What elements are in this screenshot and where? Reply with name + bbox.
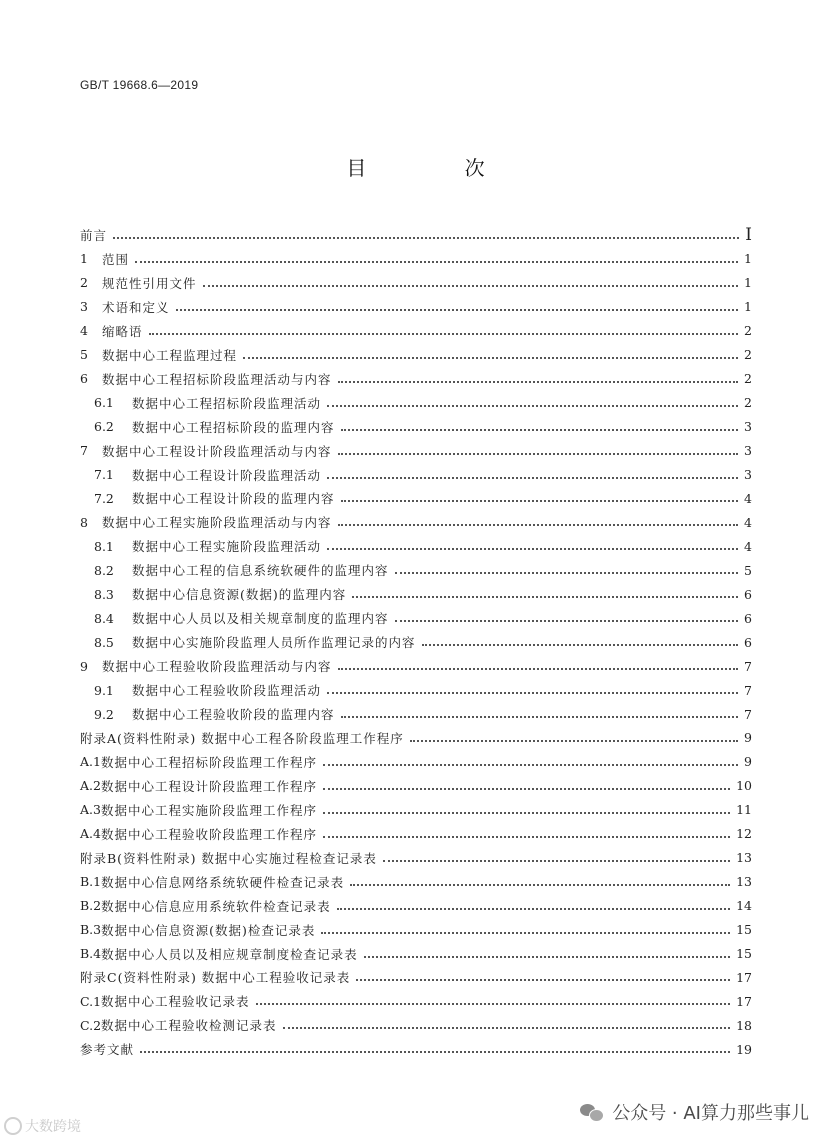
toc-entry-number: 6: [80, 371, 88, 387]
toc-leader-dots: [341, 500, 739, 502]
toc-entry-number: 8: [80, 514, 88, 530]
toc-entry-title: 术语和定义: [102, 299, 170, 315]
toc-entry-title: 数据中心工程的信息系统软硬件的监理内容: [132, 563, 389, 579]
toc-entry-title: 前言: [80, 228, 108, 243]
toc-leader-dots: [256, 1003, 731, 1005]
toc-entry-page: 18: [736, 1017, 752, 1033]
toc-entry-number: A.1: [80, 754, 101, 770]
toc-leader-dots: [176, 309, 739, 311]
toc-entry: [80, 487, 752, 509]
toc-entry: [80, 631, 752, 653]
toc-entry-page: 1: [744, 251, 752, 267]
toc-entry-title: 数据中心工程实施阶段监理工作程序: [100, 802, 317, 818]
page-title: 目 次: [346, 156, 531, 180]
toc-entry: [80, 296, 752, 318]
toc-entry: [80, 464, 752, 486]
toc-entry-title: 数据中心信息应用系统软件检查记录表: [101, 898, 331, 914]
toc-leader-dots: [135, 261, 738, 263]
toc-entry: [80, 895, 752, 917]
toc-entry-page: 3: [744, 467, 752, 482]
toc-entry: [80, 775, 752, 797]
toc-entry-number: B.3: [80, 922, 102, 938]
toc-entry-number: 8.4: [94, 610, 114, 626]
toc-leader-dots: [113, 237, 739, 239]
toc-leader-dots: [383, 860, 730, 862]
toc-entry: [80, 919, 752, 941]
toc-leader-dots: [337, 908, 730, 910]
toc-entry-title: 数据中心工程验收记录表: [101, 994, 250, 1010]
toc-entry-number: 5: [80, 347, 88, 363]
toc-leader-dots: [410, 740, 738, 742]
toc-entry-title: 数据中心工程设计阶段的监理内容: [132, 491, 335, 507]
toc-entry: [80, 583, 752, 605]
toc-leader-dots: [327, 692, 738, 694]
toc-leader-dots: [327, 477, 738, 479]
toc-leader-dots: [341, 429, 739, 431]
toc-entry: [80, 535, 752, 557]
toc-entry-page: 4: [744, 490, 752, 506]
toc-leader-dots: [338, 668, 739, 670]
toc-leader-dots: [356, 979, 730, 981]
toc-entry: [80, 392, 752, 414]
toc-leader-dots: [395, 572, 739, 574]
toc-entry-page: 5: [744, 562, 752, 578]
toc-entry-title: 数据中心工程验收检测记录表: [101, 1018, 277, 1034]
toc-entry-page: 2: [744, 347, 752, 363]
toc-entry: [80, 440, 752, 462]
toc-entry: [80, 320, 752, 342]
toc-entry-page: 19: [736, 1041, 752, 1057]
brand-watermark-text: 大数跨境: [25, 1119, 81, 1135]
toc-entry: [80, 272, 752, 294]
toc-entry-page: 6: [744, 586, 752, 602]
toc-entry-title: 数据中心人员以及相应规章制度检查记录表: [101, 946, 358, 962]
toc-entry-title: 参考文献: [80, 1042, 135, 1058]
wechat-watermark: [580, 1099, 809, 1125]
toc-leader-dots: [243, 357, 738, 359]
toc-entry-title: 数据中心人员以及相关规章制度的监理内容: [132, 611, 389, 627]
toc-entry-number: C.1: [80, 993, 102, 1009]
toc-entry-number: 9: [80, 658, 88, 674]
toc-entry-title: 数据中心工程监理过程: [102, 347, 238, 363]
toc-entry-title: 数据中心工程验收阶段的监理内容: [132, 707, 335, 722]
toc-entry: [80, 224, 752, 246]
toc-entry-number: 7.1: [94, 467, 114, 482]
toc-entry-title: 缩略语: [102, 323, 143, 339]
toc-entry-page: 4: [744, 538, 752, 554]
toc-entry-title: 数据中心工程设计阶段监理活动: [132, 467, 322, 483]
toc-entry: [80, 966, 752, 988]
toc-entry-page: 2: [744, 323, 752, 339]
brand-logo-icon: [4, 1117, 22, 1135]
toc-entry: [80, 1038, 752, 1060]
toc-entry-title: 数据中心工程招标阶段监理工作程序: [100, 754, 317, 770]
toc-entry-page: 3: [744, 443, 752, 459]
toc-leader-dots: [422, 644, 739, 646]
toc-leader-dots: [338, 524, 739, 526]
toc-entry-page: 17: [736, 969, 752, 985]
toc-entry-page: 10: [736, 778, 752, 794]
toc-entry-page: 14: [736, 898, 752, 914]
toc-entry-number: 1: [80, 251, 88, 267]
toc-entry: [80, 607, 752, 629]
toc-entry-number: 7: [80, 443, 88, 459]
toc-entry-title: 数据中心信息资源(数据)检查记录表: [101, 922, 316, 938]
toc-entry: [80, 943, 752, 965]
toc-leader-dots: [283, 1027, 731, 1029]
toc-entry-page: 15: [736, 922, 752, 938]
toc-leader-dots: [395, 620, 739, 622]
toc-entry: [80, 344, 752, 366]
toc-entry-number: A.2: [80, 778, 101, 794]
toc-entry-title: 数据中心工程验收阶段监理活动: [132, 683, 322, 699]
toc-entry: [80, 1014, 752, 1036]
toc-entry-title: 数据中心实施阶段监理人员所作监理记录的内容: [132, 635, 416, 651]
wechat-icon: [580, 1102, 604, 1122]
toc-entry-title: 数据中心工程设计阶段监理工作程序: [100, 778, 317, 794]
toc-entry-page: 1: [744, 275, 752, 291]
toc-leader-dots: [203, 285, 739, 287]
toc-entry-title: 数据中心信息资源(数据)的监理内容: [132, 587, 347, 603]
toc-entry: [80, 368, 752, 390]
toc-leader-dots: [350, 884, 730, 886]
toc-entry-number: 4: [80, 323, 88, 339]
toc-leader-dots: [149, 333, 739, 335]
toc-entry: [80, 751, 752, 773]
toc-leader-dots: [364, 956, 730, 958]
toc-entry-number: A.3: [80, 802, 101, 818]
toc-entry-title: 数据中心信息网络系统软硬件检查记录表: [101, 874, 345, 890]
toc-entry-page: 3: [744, 419, 752, 435]
toc-entry-number: 9.1: [94, 682, 114, 698]
toc-entry-number: 8.1: [94, 538, 114, 554]
toc-entry-number: B.1: [80, 874, 102, 890]
toc-leader-dots: [352, 596, 738, 598]
toc-entry-title: 附录A(资料性附录) 数据中心工程各阶段监理工作程序: [80, 730, 404, 746]
toc-entry-page: 2: [744, 395, 752, 411]
toc-entry: [80, 248, 752, 270]
toc-entry: [80, 655, 752, 677]
toc-entry-page: 7: [744, 682, 752, 698]
toc-entry-title: 数据中心工程验收阶段监理活动与内容: [102, 659, 332, 675]
toc-entry-title: 数据中心工程实施阶段监理活动与内容: [102, 515, 332, 531]
toc-entry-number: 2: [80, 275, 88, 291]
toc-entry: [80, 799, 752, 821]
toc-leader-dots: [327, 548, 738, 550]
toc-entry-title: 数据中心工程实施阶段监理活动: [132, 539, 322, 555]
toc-entry-page: Ⅰ: [745, 225, 752, 245]
toc-entry-number: 8.2: [94, 562, 114, 578]
toc-entry-page: 1: [744, 299, 752, 315]
toc-leader-dots: [341, 716, 739, 718]
toc-entry-page: 13: [736, 850, 752, 866]
toc-leader-dots: [338, 381, 739, 383]
toc-entry-number: B.4: [80, 946, 102, 961]
toc-leader-dots: [323, 812, 730, 814]
toc-entry-page: 6: [744, 634, 752, 650]
toc-leader-dots: [323, 788, 730, 790]
toc-entry-number: 6.1: [94, 395, 114, 411]
toc-entry-page: 11: [736, 802, 752, 818]
toc-entry-page: 9: [744, 754, 752, 770]
toc-entry: [80, 559, 752, 581]
toc-entry: [80, 703, 752, 725]
toc-entry: [80, 511, 752, 533]
toc-entry-number: B.2: [80, 898, 102, 914]
toc-leader-dots: [323, 836, 730, 838]
toc-entry: [80, 823, 752, 845]
toc-entry-title: 附录C(资料性附录) 数据中心工程验收记录表: [80, 970, 351, 986]
toc-entry-number: 8.5: [94, 634, 114, 650]
toc-entry-page: 15: [736, 946, 752, 961]
toc-entry-page: 7: [744, 706, 752, 722]
toc-entry-number: 8.3: [94, 586, 114, 602]
toc-entry-title: 规范性引用文件: [102, 275, 197, 291]
toc-leader-dots: [321, 932, 730, 934]
toc-entry-page: 2: [744, 371, 752, 387]
toc-entry-page: 12: [736, 826, 752, 842]
toc-entry: [80, 679, 752, 701]
toc-entry-page: 9: [744, 730, 752, 746]
brand-watermark: [4, 1116, 81, 1136]
toc-entry-page: 17: [736, 993, 752, 1009]
toc-entry-title: 数据中心工程验收阶段监理工作程序: [100, 826, 317, 842]
toc-entry-page: 7: [744, 658, 752, 674]
toc-entry-number: C.2: [80, 1017, 102, 1033]
standard-code: GB/T 19668.6—2019: [80, 78, 199, 92]
toc-entry: [80, 871, 752, 893]
toc-entry-page: 13: [736, 874, 752, 890]
toc-entry: [80, 727, 752, 749]
toc-entry-title: 数据中心工程设计阶段监理活动与内容: [102, 443, 332, 459]
toc-entry-page: 4: [744, 514, 752, 530]
toc-entry-number: 3: [80, 299, 88, 315]
toc-entry-number: 6.2: [94, 419, 114, 435]
toc-entry-title: 数据中心工程招标阶段的监理内容: [132, 419, 335, 435]
toc-entry: [80, 990, 752, 1012]
toc-entry-title: 数据中心工程招标阶段监理活动: [132, 395, 322, 411]
toc-leader-dots: [338, 453, 739, 455]
toc-entry-title: 附录B(资料性附录) 数据中心实施过程检查记录表: [80, 850, 377, 866]
toc-entry-number: 9.2: [94, 706, 114, 722]
toc-entry-number: A.4: [80, 826, 101, 842]
toc-entry-title: 范围: [102, 251, 130, 267]
toc-leader-dots: [327, 405, 738, 407]
wechat-watermark-text: 公众号 · AI算力那些事儿: [612, 1103, 809, 1124]
toc-entry: [80, 416, 752, 438]
toc-leader-dots: [140, 1051, 730, 1053]
toc-leader-dots: [323, 764, 738, 766]
toc-entry: [80, 847, 752, 869]
toc-entry-title: 数据中心工程招标阶段监理活动与内容: [102, 371, 332, 387]
toc-entry-page: 6: [744, 610, 752, 626]
toc-entry-number: 7.2: [94, 490, 114, 506]
